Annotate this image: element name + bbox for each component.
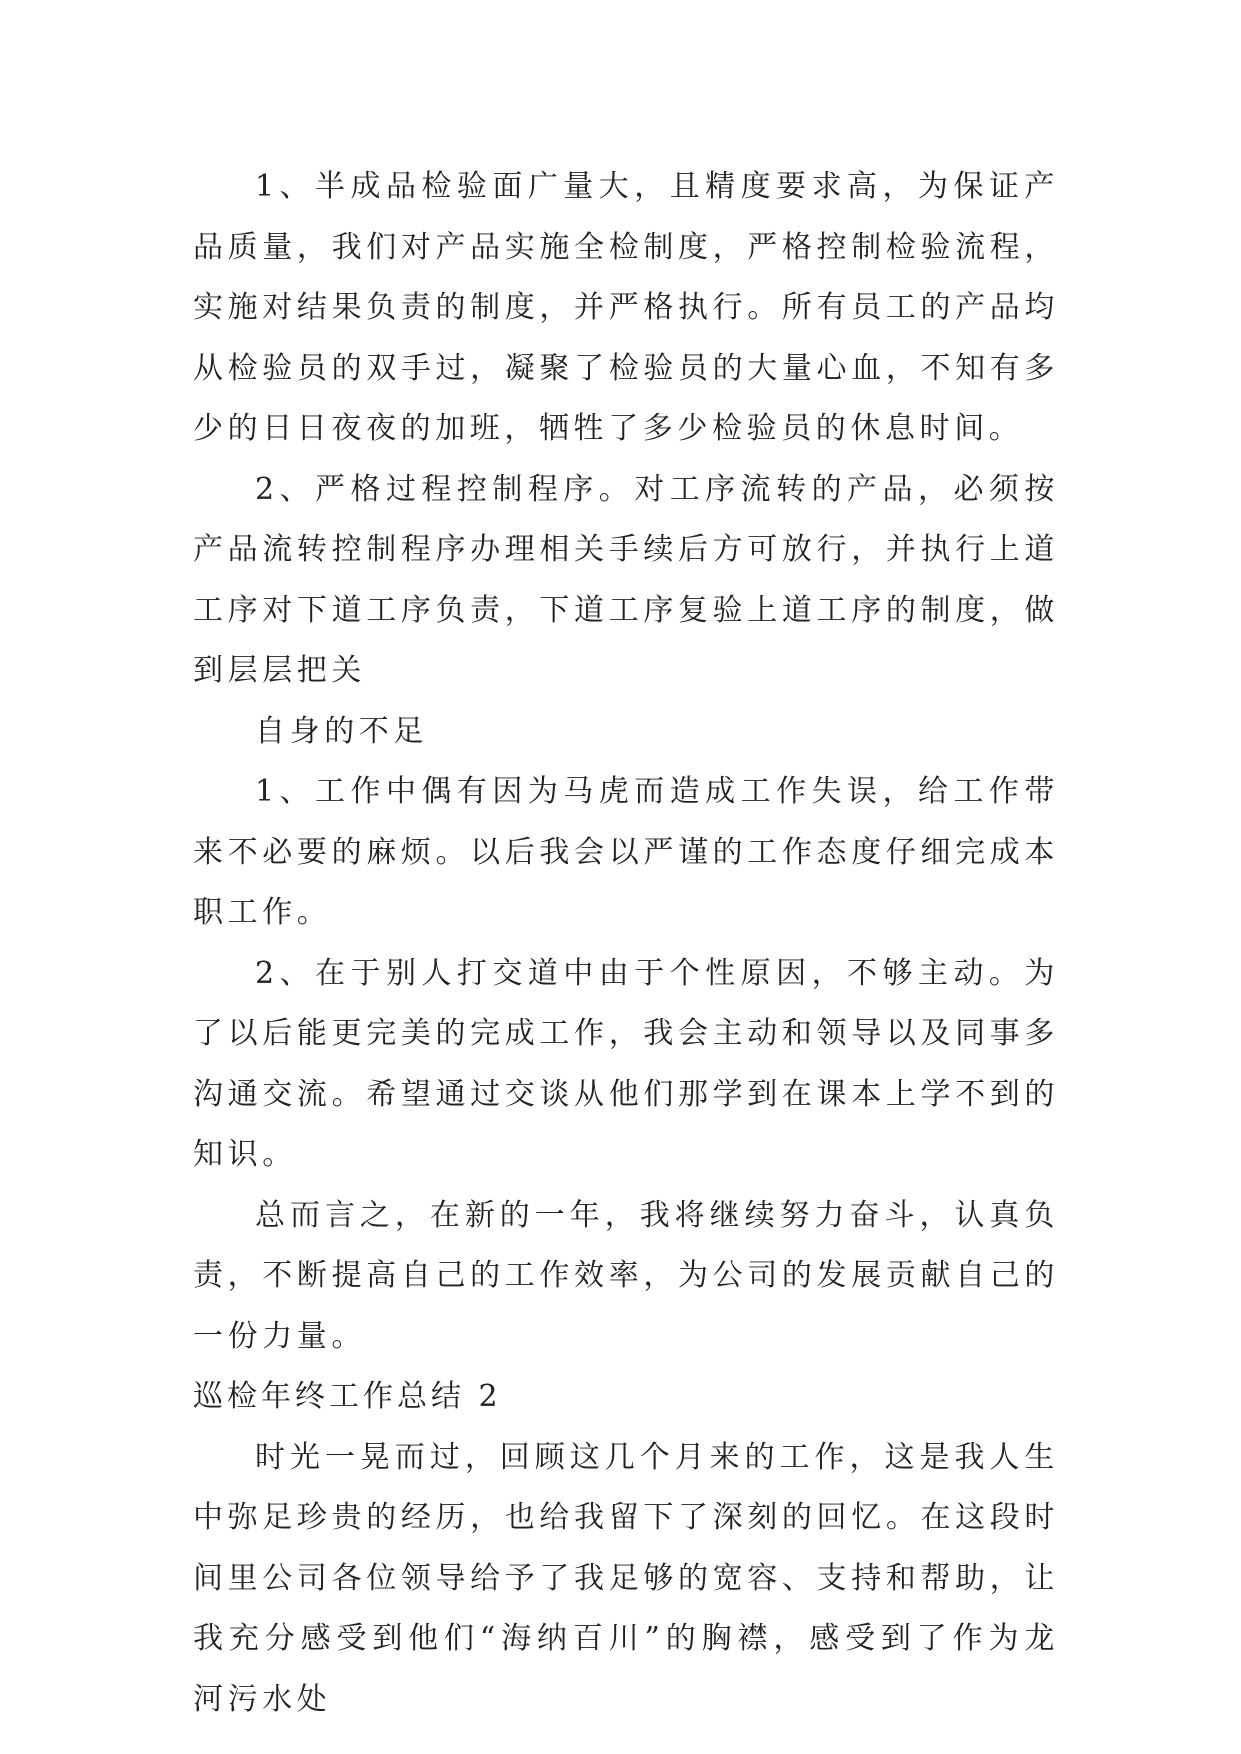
paragraph: 1、工作中偶有因为马虎而造成工作失误，给工作带来不必要的麻烦。以后我会以严谨的工作态度仔细完成本职工作。 [193,774,1059,930]
document-body [193,157,1059,1730]
section-subheading: 自身的不足 [255,713,428,749]
paragraph: 时光一晃而过，回顾这几个月来的工作，这是我人生中弥足珍贵的经历，也给我留下了深刻的回忆。在这段时间里公司各位领导给予了我足够的宽容、支持和帮助，让我充分感受到他们“海纳百川”的胸襟，感受到了作为龙河污水处 [193,1439,1059,1717]
paragraph: 总而言之，在新的一年，我将继续努力奋斗，认真负责，不断提高自己的工作效率，为公司的发展贡献自己的一份力量。 [193,1197,1059,1354]
section-heading: 巡检年终工作总结 2 [193,1379,502,1414]
paragraph: 2、在于别人打交道中由于个性原因，不够主动。为了以后能更完美的完成工作，我会主动和领导以及同事多沟通交流。希望通过交谈从他们那学到在课本上学不到的知识。 [193,955,1059,1172]
paragraph: 1、半成品检验面广量大，且精度要求高，为保证产品质量，我们对产品实施全检制度，严格控制检验流程，实施对结果负责的制度，并严格执行。所有员工的产品均从检验员的双手过，凝聚了检验员的大量心血，不知有多少的日日夜夜的加班，牺牲了多少检验员的休息时间。 [193,169,1059,446]
paragraph: 2、严格过程控制程序。对工序流转的产品，必须按产品流转控制程序办理相关手续后方可放行，并执行上道工序对下道工序负责，下道工序复验上道工序的制度，做到层层把关 [193,471,1059,688]
